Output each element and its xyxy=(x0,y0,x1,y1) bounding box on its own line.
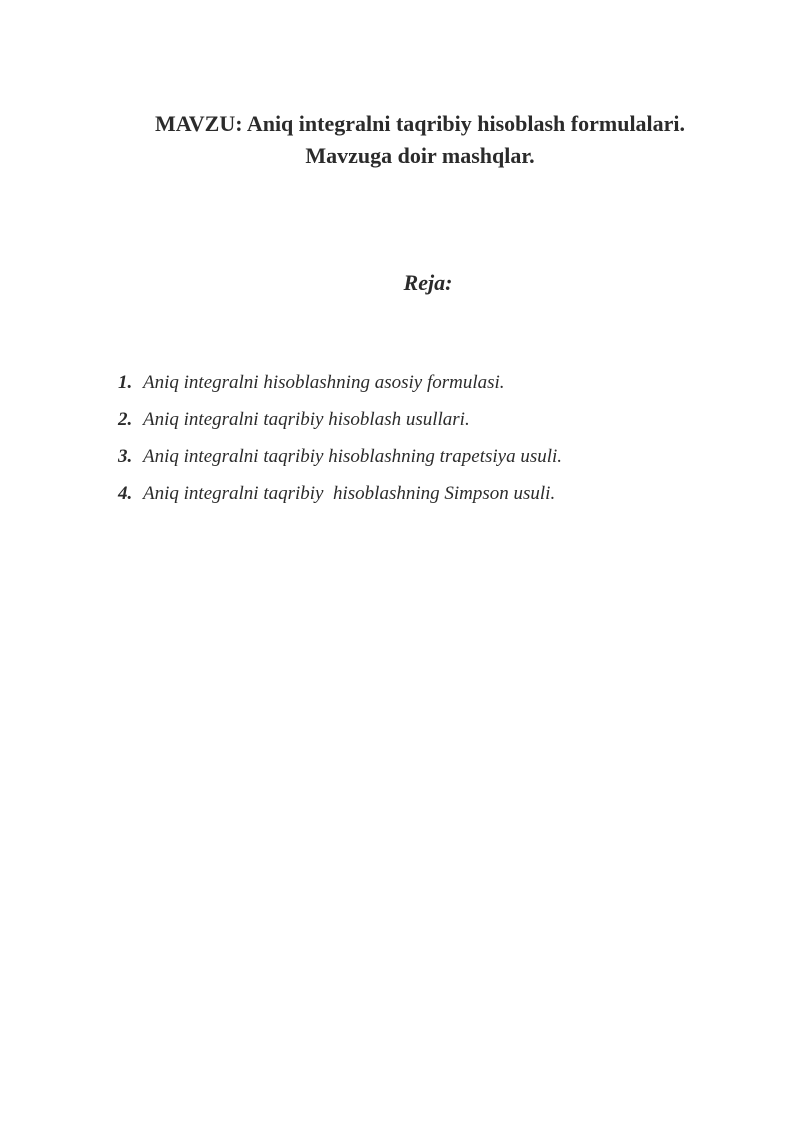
list-item-number: 4. xyxy=(118,483,133,504)
list-item-number: 3. xyxy=(118,446,133,467)
plan-list xyxy=(118,364,738,512)
list-item xyxy=(118,475,738,512)
list-item xyxy=(118,364,738,401)
list-item-number: 1. xyxy=(118,372,133,393)
page-title xyxy=(100,108,740,172)
plan-heading: Reja: xyxy=(403,270,453,295)
list-item-text: Aniq integralni taqribiy hisoblash usullari. xyxy=(143,409,470,430)
list-item-number: 2. xyxy=(118,409,133,430)
title-line-1: MAVZU: Aniq integralni taqribiy hisoblash formulalari. xyxy=(154,111,686,136)
list-item-text: Aniq integralni taqribiy hisoblashning trapetsiya usuli. xyxy=(143,446,563,467)
list-item-text: Aniq integralni taqribiy hisoblashning Simpson usuli. xyxy=(143,483,556,504)
list-item xyxy=(118,438,738,475)
list-item xyxy=(118,401,738,438)
list-item-text: Aniq integralni hisoblashning asosiy formulasi. xyxy=(143,372,505,393)
title-line-2: Mavzuga doir mashqlar. xyxy=(305,143,535,168)
